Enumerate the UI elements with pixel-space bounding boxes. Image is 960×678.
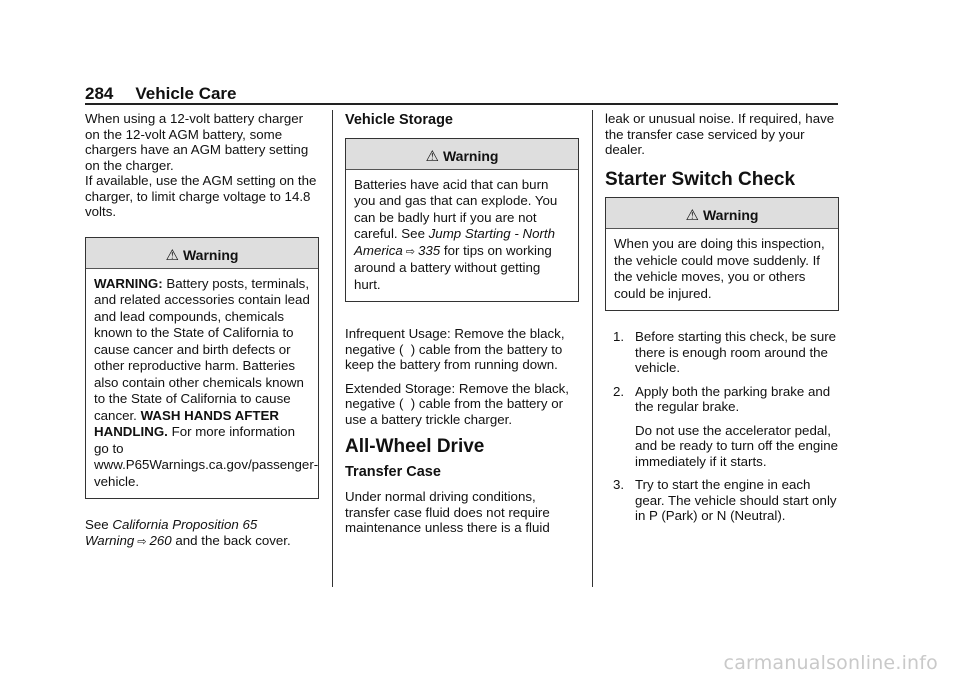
warning-header xyxy=(346,139,578,170)
all-wheel-drive-heading: All-Wheel Drive xyxy=(345,436,485,457)
column-divider-2 xyxy=(592,110,593,587)
warning-text: Battery posts, terminals, and related accessories contain lead and lead compounds, chemicals known to the State of California to cause cancer and birth defects or other reproductive harm. Batteries also contain other chemicals known to the State of California to cause cancer. xyxy=(94,275,310,423)
step-text: Before starting this check, be sure there is enough room around the vehicle. xyxy=(635,329,837,375)
step-number: 3. xyxy=(613,477,625,492)
warning-icon: ⚠ xyxy=(685,207,699,224)
column-divider-1 xyxy=(332,110,333,587)
page-ref-arrow-icon: ⇨ xyxy=(137,534,147,548)
list-item xyxy=(605,477,839,524)
warning-box-battery xyxy=(345,138,579,303)
warning-box-starter xyxy=(605,197,839,311)
jump-starting-link[interactable]: Jump Starting - North America xyxy=(354,226,556,258)
transfer-case-heading: Transfer Case xyxy=(345,463,441,480)
warning-body: When you are doing this inspection, the vehicle could move suddenly. If the vehicle moves, you or others could be injured. xyxy=(614,236,825,301)
prop65-link[interactable]: California Proposition 65 Warning xyxy=(85,517,258,548)
vehicle-storage-heading: Vehicle Storage xyxy=(345,112,453,128)
list-item xyxy=(605,329,839,376)
page-header xyxy=(85,84,237,104)
warning-box-prop65 xyxy=(85,237,319,500)
warning-body xyxy=(346,170,578,302)
jump-starting-page-link[interactable]: 335 xyxy=(418,242,441,258)
see-prefix: See xyxy=(85,517,113,532)
agm-setting-paragraph: If available, use the AGM setting on the charger, to limit charge voltage to 14.8 volts. xyxy=(85,173,317,219)
transfer-case-continued: leak or unusual noise. If required, have the transfer case serviced by your dealer. xyxy=(605,111,835,157)
warning-header xyxy=(86,238,318,269)
warning-title: Warning xyxy=(442,147,499,164)
step-number: 1. xyxy=(613,329,625,344)
see-suffix: and the back cover. xyxy=(171,532,291,548)
step-text: Apply both the parking brake and the regular brake. xyxy=(635,383,831,414)
infrequent-usage-paragraph: Infrequent Usage: Remove the black, negative ( ) cable from the battery to keep the battery from running down. xyxy=(345,326,565,372)
warning-icon: ⚠ xyxy=(165,246,179,264)
step-text: Try to start the engine in each gear. The vehicle should start only in P (Park) or N (Neutral). xyxy=(635,477,837,523)
warning-more-info: For more information go to www.P65Warnings.ca.gov/passenger-vehicle. xyxy=(94,424,319,489)
warning-text: Batteries have acid that can burn you and gas that can explode. You can be badly hurt if you are not careful. See xyxy=(354,176,558,241)
see-reference-paragraph xyxy=(85,517,319,549)
extended-storage-paragraph: Extended Storage: Remove the black, negative ( ) cable from the battery or use a battery trickle charger. xyxy=(345,380,569,427)
warning-title: Warning xyxy=(702,207,759,223)
warning-title: Warning xyxy=(182,246,239,263)
warning-text-end: for tips on working around a battery without getting hurt. xyxy=(354,242,552,292)
step-number: 2. xyxy=(613,383,625,399)
warning-icon: ⚠ xyxy=(425,147,439,165)
step-subtext: Do not use the accelerator pedal, and be ready to turn off the engine immediately if it starts. xyxy=(635,422,839,469)
warning-body xyxy=(86,269,318,499)
column-1 xyxy=(85,111,319,557)
header-rule xyxy=(85,103,838,105)
column-2 xyxy=(345,111,579,544)
starter-check-steps xyxy=(605,329,839,524)
agm-charger-paragraph: When using a 12-volt battery charger on the 12-volt AGM battery, some chargers have an AGM battery setting on the charger. xyxy=(85,111,309,173)
warning-label: WARNING: xyxy=(94,275,163,291)
column-3 xyxy=(605,111,839,532)
wash-hands-text: WASH HANDS AFTER HANDLING. xyxy=(94,407,279,439)
section-title: Vehicle Care xyxy=(135,84,237,103)
page-ref-arrow-icon: ⇨ xyxy=(405,244,415,258)
transfer-case-paragraph: Under normal driving conditions, transfer case fluid does not require maintenance unless there is a fluid xyxy=(345,489,550,535)
warning-header xyxy=(606,198,838,229)
watermark: carmanualsonline.info xyxy=(723,652,938,674)
prop65-page-link[interactable]: 260 xyxy=(149,532,172,548)
page-number: 284 xyxy=(85,84,114,103)
starter-switch-heading: Starter Switch Check xyxy=(605,168,796,190)
list-item xyxy=(605,384,839,470)
